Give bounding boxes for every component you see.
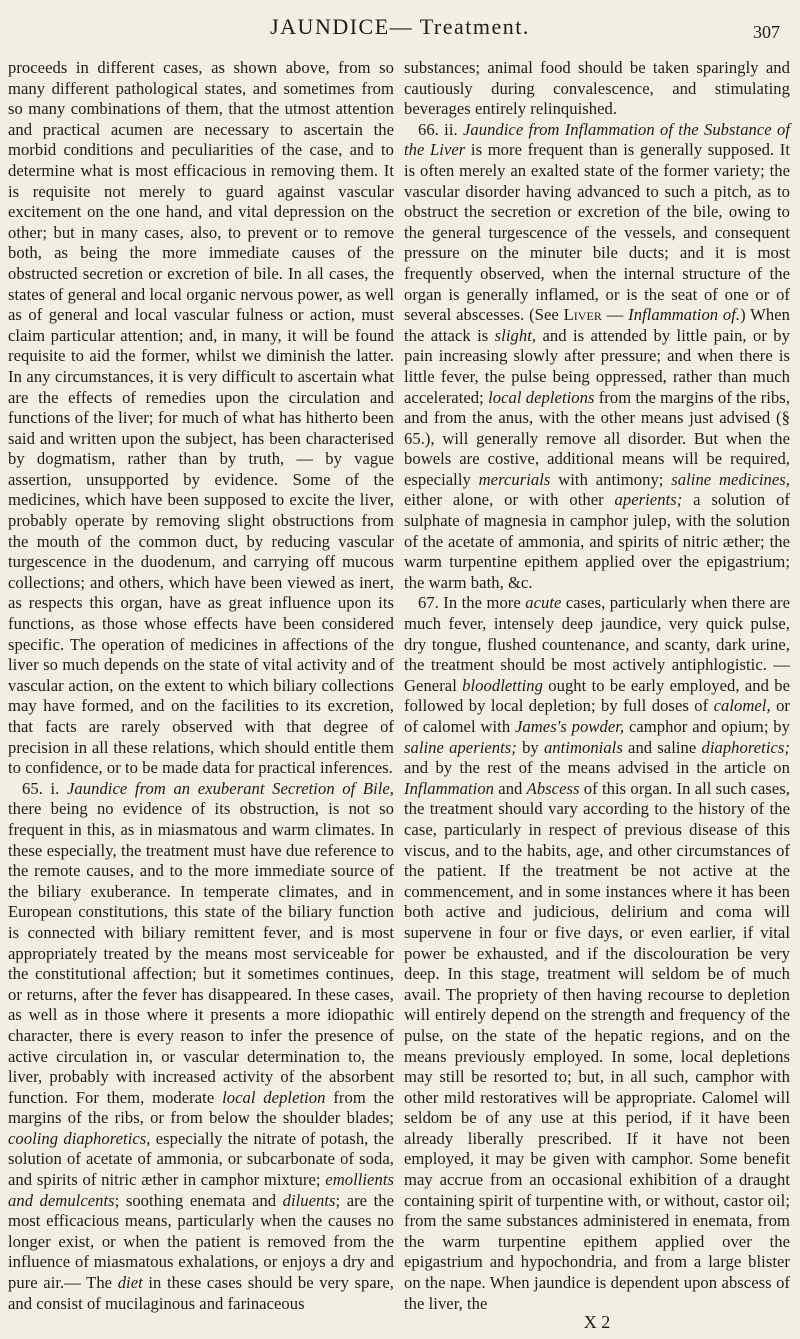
section-65: 65. i. Jaundice from an exuberant Secretion of Bile, there being no evidence of its obstruction, is not so frequent in this, as in miasmatous and warm climates. In these especially, the treatment must have due reference to the remote causes, and to the more immediate source of the biliary exuberance. In temperate climates, and in European constitutions, this state of the biliary function is connected with biliary remittent fever, and is most appropriately treated by the means most serviceable for the constitutional affection; but it sometimes continues, or returns, after the fever has disappeared. In these cases, as well as in those where it presents a more idiopathic character, there is every reason to infer the presence of active circulation in, or vascular determination to, the liver, probably with increased activity of the absorbent function. For them, moderate local depletion from the margins of the ribs, or from below the shoulder blades; cooling diaphoretics, especially the nitrate of potash, the solution of acetate of ammonia, or subcarbonate of soda, and spirits of nitric æther in camphor mixture; emollients and demulcents; soothing enemata and diluents; are the most efficacious means, particularly when the causes no longer exist, or when the patient is removed from the influence of miasmatous exhalations, or enjoys a dry and pure air.— The diet in these cases should be very spare, and consist of mucilaginous and farinaceous [8, 778, 395, 1313]
page-number: 307 [753, 22, 780, 42]
section-66: 66. ii. Jaundice from Inflammation of the Substance of the Liver is more frequent than is generally supposed. It is often merely an exalted state of the former variety; the vascular disorder having advanced to such a pitch, as to obstruct the secretion or excretion of the bile, owing to the general turgescence of the vessels, and consequent pressure on the minuter bile ducts; and it is most frequently observed, when the internal structure of the organ is generally inflamed, or is the seat of one or of several abscesses. (See Liver — Inflammation of.) When the attack is slight, and is attended by little pain, or by pain increasing slowly after pressure; and when there is little fever, the pulse being oppressed, rather than much accelerated; local depletions from the margins of the ribs, and from the anus, with the other means just advised (§ 65.), will generally remove all disorder. But when the bowels are costive, additional means will be required, especially mercurials with antimony; saline medicines, either alone, or with other aperients; a solution of sulphate of magnesia in camphor julep, with the solution of the acetate of ammonia, and spirits of nitric æther; the warm turpentine epithem applied over the epigastrium; the warm bath, &c. [404, 119, 791, 592]
section-heading: Jaundice from an exuberant Secretion of Bile, [67, 778, 395, 798]
paragraph-continued: proceeds in different cases, as shown above, from so many different pathological states, and sometimes from so many combinations of them, that the utmost attention and practical acumen are necessary to ascertain the morbid conditions and peculiarities of the case, and to determine what is most efficacious in removing them. It is requisite not merely to guard against vascular excitement on the one hand, and vital depression on the other; but in many cases, also, to prevent or to remove both, as being the more immediate causes of the obstructed secretion or excretion of bile. In all cases, the states of general and local organic nervous power, as well as of general and local vascular fulness or action, must claim particular attention; and, in many, it will be found requisite to aid the former, whilst we diminish the latter. In any circumstances, it is very difficult to ascertain what are the effects of remedies upon the circulation and functions of the liver; for much of what has hitherto been said and written upon the subject, has been characterised by dogmatism, rather than by truth, — by vague assertion, unsupported by evidence. Some of the medicines, which have been supposed to excite the liver, probably operate by removing slight obstructions from the mouth of the common duct, by reducing vascular turgescence in the duodenum, and carrying off mucous collections; and others, which have been viewed as inert, as respects this organ, have as great influence upon its functions, as those whose effects have been considered specific. The operation of medicines in affections of the liver so much depends on the state of vital activity and of vascular action, on the extent to which biliary collections may have formed, and on the facilities to its excretion, that facts are rarely observed with that degree of precision in all these relations, which should entitle them to confidence, or to be made data for practical inferences. [8, 58, 394, 778]
right-column [404, 58, 790, 1333]
section-67: 67. In the more acute cases, particularly when there are much fever, intensely deep jaundice, very quick pulse, dry tongue, flushed countenance, and scanty, dark urine, the treatment should be most actively antiphlogistic. — General bloodletting ought to be early employed, and be followed by local depletion; by full doses of calomel, or of calomel with James's powder, camphor and opium; by saline aperients; by antimonials and saline diaphoretics; and by the rest of the means advised in the article on Inflammation and Abscess of this organ. In all such cases, the treatment should vary according to the history of the case, particularly in respect of previous disease of this viscus, and to the habits, age, and other circumstances of the patient. If the treatment be not active at the commencement, and in some instances where it has been both active and judicious, delirium and coma will supervene in four or five days, or even earlier, if vital power be exhausted, and if the discolouration be very deep. In this stage, treatment will seldom be of much avail. The propriety of then having recourse to depletion will entirely depend on the strength and frequency of the pulse, on the state of the hepatic regions, and on the means previously employed. In some, local depletions may still be resorted to; but, in all such, camphor with other mild restoratives will be appropriate. Calomel will seldom be of any use at this period, if it have been already liberally prescribed. If it have not been employed, it may be given with camphor. Some benefit may accrue from an occasional exhibition of a draught containing spirit of turpentine with, or without, castor oil; from the same substances administered in enemata, from the warm turpentine epithem applied over the epigastrium and hypochondria, and from a large blister on the nape. When jaundice is dependent upon abscess of the liver, the [404, 593, 791, 1313]
signature-mark: X 2 [583, 1312, 611, 1333]
running-title: JAUNDICE— Treatment. [270, 14, 530, 39]
section-number: 66. ii. [418, 119, 458, 139]
section-number: 65. i. [22, 778, 60, 798]
paragraph-continued: substances; animal food should be taken sparingly and cautiously during convalescence, and stimulating beverages entirely relinquished. [404, 58, 790, 119]
left-column [8, 58, 394, 1333]
text-columns [8, 58, 792, 1333]
section-heading: Jaundice from Inflammation of the Substance of the Liver [404, 119, 790, 160]
page-header [8, 6, 792, 58]
